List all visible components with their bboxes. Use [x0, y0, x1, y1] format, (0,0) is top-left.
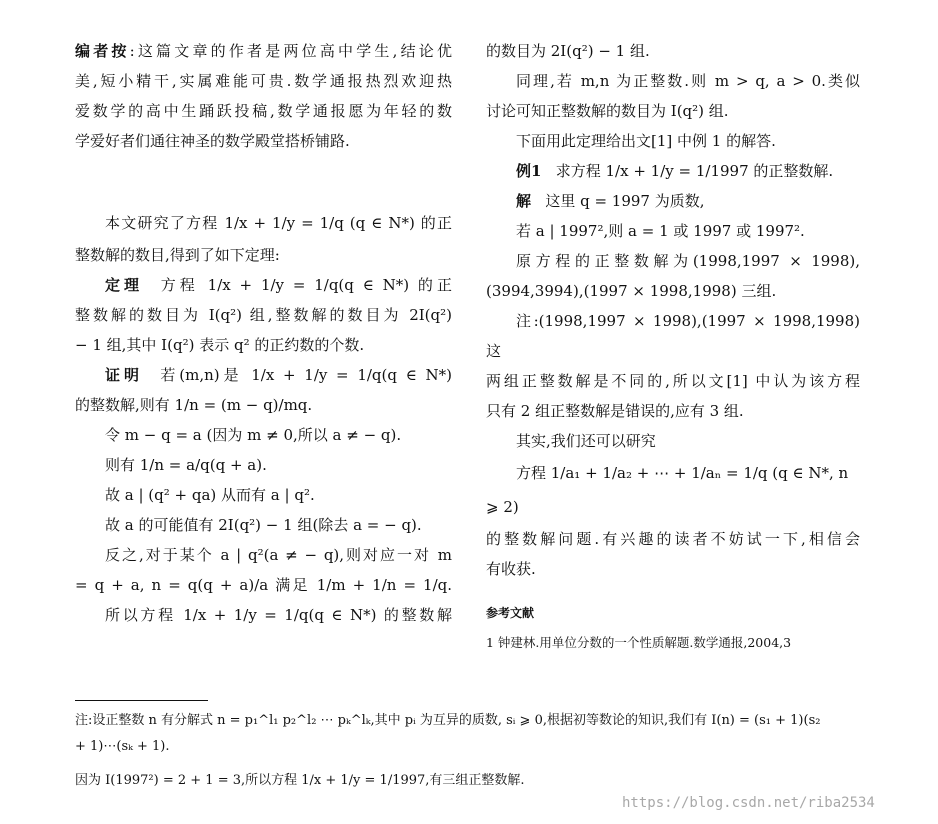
body-line: 原方程的正整数解为(1998,1997 × 1998),: [516, 252, 860, 270]
solution-label: 解: [516, 192, 532, 210]
body-line: 的数目为 2I(q²) − 1 组.: [486, 42, 650, 60]
reference-item: 1 钟建林.用单位分数的一个性质解题.数学通报,2004,3: [486, 635, 792, 650]
editor-note-line: 编者按:这篇文章的作者是两位高中学生,结论优: [75, 42, 452, 60]
footnotes: [75, 708, 865, 794]
theorem-line: − 1 组,其中 I(q²) 表示 q² 的正约数的个数.: [75, 336, 365, 354]
example-line: 例1 求方程 1/x + 1/y = 1/1997 的正整数解.: [516, 162, 834, 180]
proof-line: 所以方程 1/x + 1/y = 1/q(q ∈ N*) 的整数解: [105, 606, 452, 624]
body-line: 讨论可知正整数解的数目为 I(q²) 组.: [486, 102, 729, 120]
body-line: (3994,3994),(1997 × 1998,1998) 三组.: [486, 282, 777, 300]
body-line: 注:(1998,1997 × 1998),(1997 × 1998,1998) 这: [486, 312, 860, 360]
proof-line: 证明 若(m,n)是 1/x + 1/y = 1/q(q ∈ N*): [105, 366, 452, 384]
intro-line: 整数解的数目,得到了如下定理:: [75, 246, 280, 264]
footnote-line: 因为 I(1997²) = 2 + 1 = 3,所以方程 1/x + 1/y = 1/1997,有三组正整数解.: [75, 773, 525, 788]
equation-line: 方程 1/a₁ + 1/a₂ + ⋯ + 1/aₙ = 1/q (q ∈ N*, n ⩾ 2): [486, 464, 849, 516]
proof-line: 反之,对于某个 a | q²(a ≠ − q),则对应一对 m: [105, 546, 452, 564]
proof-line: 故 a 的可能值有 2I(q²) − 1 组(除去 a = − q).: [105, 516, 422, 534]
editor-note-line: 美,短小精干,实属难能可贵.数学通报热烈欢迎热: [75, 72, 452, 90]
solution-line: 若 a | 1997²,则 a = 1 或 1997 或 1997².: [516, 222, 805, 240]
intro-line: 本文研究了方程 1/x + 1/y = 1/q (q ∈ N*) 的正: [105, 214, 452, 232]
body-line: 的整数解问题.有兴趣的读者不妨试一下,相信会: [486, 530, 860, 548]
watermark: https://blog.csdn.net/riba2534: [622, 795, 875, 811]
footnote-line: 注:设正整数 n 有分解式 n = p₁^l₁ p₂^l₂ ⋯ pₖ^lₖ,其中 pᵢ 为互异的质数, sᵢ ⩾ 0,根据初等数论的知识,我们有 I(n) = (s₁ + 1)(s₂: [75, 713, 821, 728]
proof-line: 令 m − q = a (因为 m ≠ 0,所以 a ≠ − q).: [105, 426, 402, 444]
body-line: 其实,我们还可以研究: [516, 432, 656, 450]
footnote-line: + 1)⋯(sₖ + 1).: [75, 739, 170, 754]
footnote-divider: [75, 700, 208, 701]
example-label: 例1: [516, 162, 542, 180]
body-line: 下面用此定理给出文[1] 中例 1 的解答.: [516, 132, 776, 150]
body-line: 只有 2 组正整数解是错误的,应有 3 组.: [486, 402, 744, 420]
editor-note-label: 编者按: [75, 42, 130, 60]
right-column: [486, 36, 860, 658]
body-line: 两组正整数解是不同的,所以文[1] 中认为该方程: [486, 372, 860, 390]
body-line: 有收获.: [486, 560, 536, 578]
proof-label: 证明: [105, 366, 143, 384]
proof-line: 的整数解,则有 1/n = (m − q)/mq.: [75, 396, 313, 414]
body-line: 同理,若 m,n 为正整数.则 m > q, a > 0.类似: [516, 72, 860, 90]
theorem-line: 定理 方程 1/x + 1/y = 1/q(q ∈ N*) 的正: [105, 276, 452, 294]
references-title: 参考文献: [486, 606, 535, 620]
editor-note-line: 爱数学的高中生踊跃投稿,数学通报愿为年轻的数: [75, 102, 452, 120]
theorem-label: 定理: [105, 276, 144, 294]
proof-line: = q + a, n = q(q + a)/a 满足 1/m + 1/n = 1/q.: [75, 576, 452, 594]
theorem-line: 整数解的数目为 I(q²) 组,整数解的数目为 2I(q²): [75, 306, 452, 324]
proof-line: 则有 1/n = a/q(q + a).: [105, 456, 267, 474]
editor-note-line: 学爱好者们通往神圣的数学殿堂搭桥铺路.: [75, 132, 350, 150]
solution-line: 解 这里 q = 1997 为质数,: [516, 192, 705, 210]
proof-line: 故 a | (q² + qa) 从而有 a | q².: [105, 486, 315, 504]
left-column: [75, 36, 452, 630]
